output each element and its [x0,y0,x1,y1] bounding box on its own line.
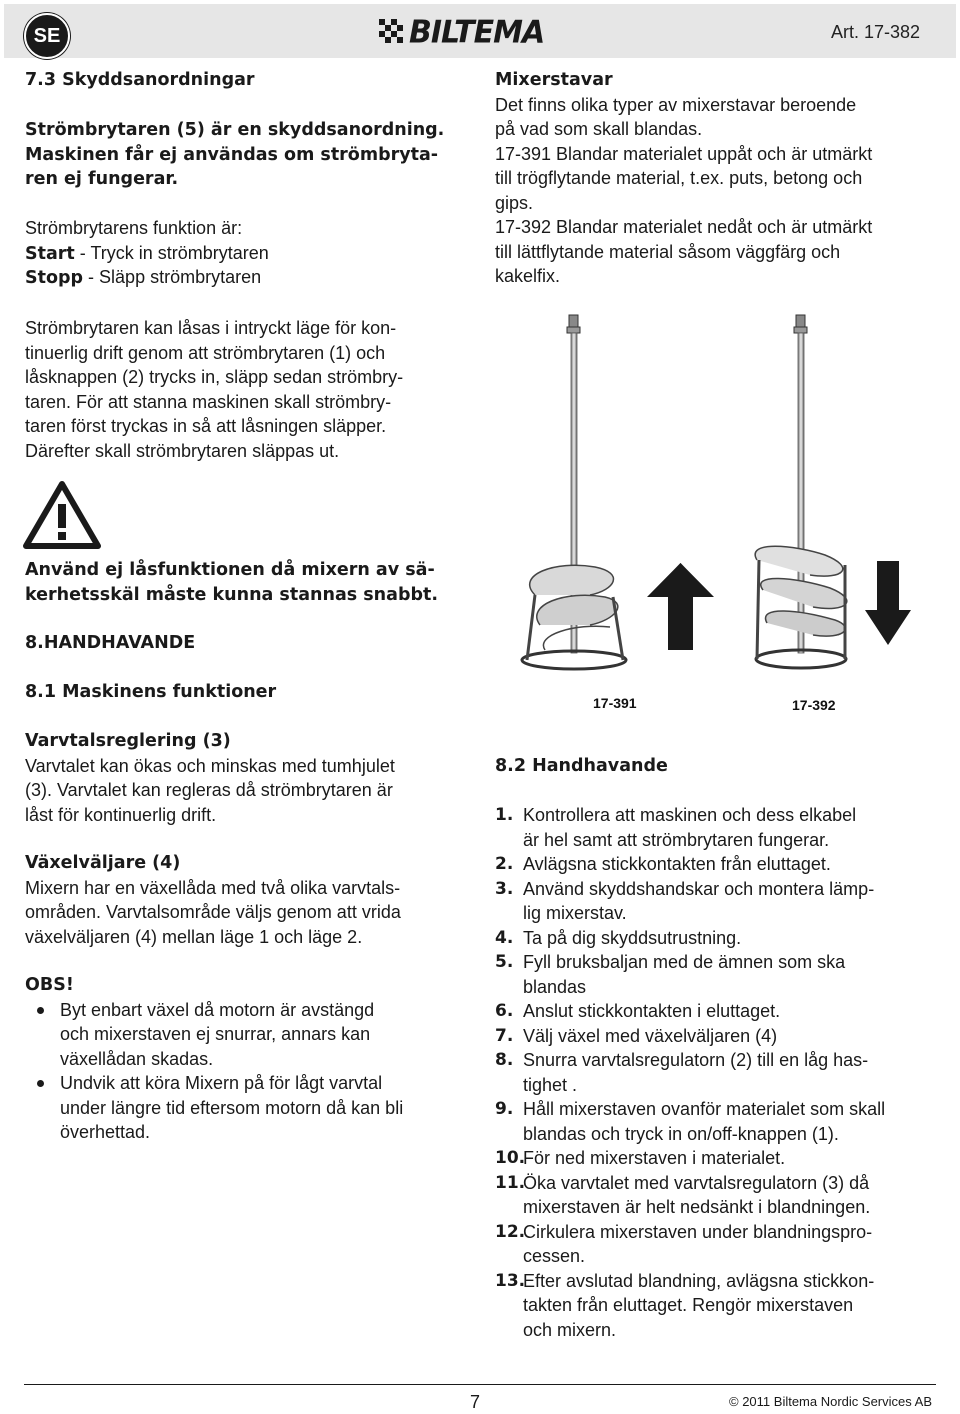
start-line [25,241,269,267]
safety-note-line: Strömbrytaren (5) är en skyddsanordning. [25,120,445,140]
lock-paragraph-line: tinuerlig drift genom att strömbrytaren (1) och [25,342,386,363]
varvtal-text-line: Varvtalet kan ökas och minskas med tumhjulet [25,755,395,776]
paddle-caption-17-391: 17-391 [593,695,637,711]
mixerstavar-text-line: kakelfix. [495,266,561,286]
list-item: 10. För ned mixerstaven i materialet. [495,1148,786,1168]
safety-note-line: Maskinen får ej användas om strömbryta- [25,144,439,165]
mixerstavar-text-line: gips. [495,192,534,213]
paddle-17-392 [755,315,847,668]
lock-paragraph-line: Därefter skall strömbrytaren släppas ut. [25,440,340,461]
lock-paragraph-line: taren. För att stanna maskinen skall strömbry- [25,391,392,412]
varvtal-title: Varvtalsreglering (3) [25,731,231,751]
section-8-title: 8.HANDHAVANDE [25,633,196,653]
obs-bullet-list [25,998,403,1145]
checker-flag-icon [379,19,405,47]
language-badge: SE [24,13,70,59]
mixerstavar-text-line: till trögflytande material, t.ex. puts, betong och [495,168,863,188]
list-item: 2. Avlägsna stickkontakten från eluttaget. [495,854,831,874]
footer-divider [24,1384,936,1385]
article-number: Art. 17-382 [830,22,920,42]
warning-text-line: kerhetsskäl måste kunna stannas snabbt. [25,584,439,605]
obs-title: OBS! [25,975,74,995]
stop-label: Stopp [25,268,84,288]
arrow-down-icon [865,561,911,645]
list-item: Undvik att köra Mixern på för lågt varvtal under längre tid eftersom motorn då kan bli överhettad. [25,1071,403,1145]
stop-text: - Släpp strömbrytaren [83,267,262,287]
page-number: 7 [470,1392,481,1412]
lock-paragraph-line: låsknappen (2) trycks in, släpp sedan strömbry- [25,367,404,387]
list-item: 3. Använd skyddshandskar och montera lämp- lig mixerstav. [495,878,875,923]
list-item: 13. Efter avslutad blandning, avlägsna stickkon- takten från eluttaget. Rengör mixerstaven och mixern. [495,1270,875,1340]
list-item: 8. Snurra varvtalsregulatorn (2) till en låg has- tighet . [495,1050,869,1095]
switch-function-intro: Strömbrytarens funktion är: [25,218,243,238]
mixerstavar-text-line: 17-392 Blandar materialet nedåt och är utmärkt [495,217,873,237]
warning-text-line: Använd ej låsfunktionen då mixern av sä- [25,560,435,580]
section-8-2-title: 8.2 Handhavande [495,756,668,776]
list-item: 9. Håll mixerstaven ovanför materialet som skall blandas och tryck in on/off-knappen (1). [495,1099,886,1144]
lock-paragraph-line: Strömbrytaren kan låsas i intryckt läge för kon- [25,318,397,338]
start-label: Start [25,243,75,264]
vaxel-text-line: områden. Varvtalsområde väljs genom att vrida [25,902,401,922]
paddle-17-391 [522,315,626,669]
stop-line [25,265,261,291]
warning-triangle-icon [22,480,102,550]
start-text: - Tryck in strömbrytaren [74,242,269,263]
list-item: 11. Öka varvtalet med varvtalsregulatorn (3) då mixerstaven är helt nedsänkt i blandningen. [495,1172,871,1217]
list-item: 5. Fyll bruksbaljan med de ämnen som ska blandas [495,952,846,997]
arrow-up-icon [647,563,714,650]
list-item: 6. Anslut stickkontakten i eluttaget. [495,1001,781,1021]
list-item: 4. Ta på dig skyddsutrustning. [495,927,742,948]
list-item: 7. Välj växel med växelväljaren (4) [495,1025,778,1046]
mixerstavar-text-line: Det finns olika typer av mixerstavar beroende [495,94,857,115]
mixerstavar-text-line: 17-391 Blandar materialet uppåt och är utmärkt [495,143,873,164]
list-item: 1. Kontrollera att maskinen och dess elkabel är hel samt att strömbrytaren fungerar. [495,805,857,850]
page-header [4,4,956,58]
list-item: 12. Cirkulera mixerstaven under blandningspro- cessen. [495,1221,873,1266]
varvtal-text-line: låst för kontinuerlig drift. [25,804,217,825]
list-item: Byt enbart växel då motorn är avstängd och mixerstaven ej snurrar, annars kan växellådan skadas. [25,998,403,1072]
vaxel-title: Växelväljare (4) [25,853,181,873]
mixer-paddles-illustration [495,305,935,690]
safety-note-line: ren ej fungerar. [25,169,179,189]
section-7-3-title: 7.3 Skyddsanordningar [25,70,255,90]
brand-name: BILTEMA [409,14,545,51]
vaxel-text-line: Mixern har en växellåda med två olika varvtals- [25,877,401,898]
lock-paragraph-line: taren först tryckas in så att låsningen släpper. [25,416,387,436]
mixerstavar-text-line: på vad som skall blandas. [495,119,703,139]
mixerstavar-title: Mixerstavar [495,70,613,90]
paddle-caption-17-392: 17-392 [792,697,836,713]
brand-logo [379,14,545,51]
varvtal-text-line: (3). Varvtalet kan regleras då strömbrytaren är [25,780,393,800]
section-8-1-title: 8.1 Maskinens funktioner [25,682,277,702]
mixerstavar-text-line: till lättflytande material såsom väggfärg och [495,241,841,262]
vaxel-text-line: växelväljaren (4) mellan läge 1 och läge 2. [25,926,363,947]
copyright-notice: © 2011 Biltema Nordic Services AB [729,1394,932,1409]
handling-steps-list [495,803,885,1342]
